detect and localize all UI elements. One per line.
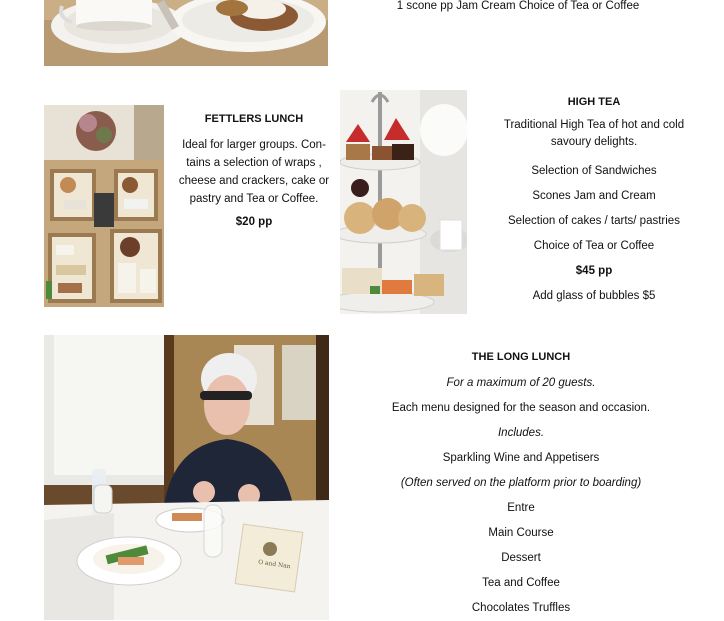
long-lunch-course: Chocolates Truffles	[471, 602, 571, 614]
fettlers-line: cheese and crackers, cake or	[178, 175, 330, 187]
long-lunch-course: Main Course	[488, 527, 554, 539]
fettlers-lunch-photo	[44, 105, 164, 307]
long-lunch-course: Entre	[507, 502, 535, 514]
long-lunch-course: Tea and Coffee	[482, 577, 560, 589]
fettlers-line: tains a selection of wraps ,	[186, 157, 322, 169]
fettlers-lunch-price: $20 pp	[235, 216, 273, 228]
high-tea-line: savoury delights.	[550, 136, 638, 148]
scones-tea-photo	[44, 0, 328, 66]
long-lunch-wine-note: (Often served on the platform prior to boarding)	[400, 477, 642, 489]
long-lunch-section	[380, 346, 662, 621]
long-lunch-title: THE LONG LUNCH	[471, 351, 571, 363]
long-lunch-includes: Includes.	[497, 427, 545, 439]
high-tea-photo	[340, 90, 467, 314]
high-tea-section	[474, 92, 714, 309]
long-lunch-menu-note: Each menu designed for the season and occasion.	[391, 402, 651, 414]
scone-caption: 1 scone pp Jam Cream Choice of Tea or Coffee	[396, 0, 640, 12]
fettlers-lunch-title: FETTLERS LUNCH	[204, 113, 304, 125]
high-tea-line: Traditional High Tea of hot and cold	[503, 119, 685, 131]
fettlers-line: Ideal for larger groups. Con-	[182, 139, 326, 151]
long-lunch-max-guests: For a maximum of 20 guests.	[446, 377, 596, 389]
high-tea-extra: Add glass of bubbles $5	[532, 290, 656, 302]
fettlers-lunch-description	[170, 136, 338, 208]
long-lunch-photo	[44, 335, 329, 620]
table-card-text: O and Nan	[257, 558, 292, 571]
long-lunch-wine: Sparkling Wine and Appetisers	[442, 452, 600, 464]
high-tea-title: HIGH TEA	[567, 96, 621, 108]
high-tea-item: Selection of Sandwiches	[531, 165, 657, 177]
high-tea-price: $45 pp	[575, 265, 613, 277]
long-lunch-course: Dessert	[501, 552, 541, 564]
high-tea-item: Selection of cakes / tarts/ pastries	[508, 215, 680, 227]
high-tea-item: Scones Jam and Cream	[532, 190, 656, 202]
high-tea-item: Choice of Tea or Coffee	[533, 240, 655, 252]
fettlers-line: pastry and Tea or Coffee.	[189, 193, 319, 205]
